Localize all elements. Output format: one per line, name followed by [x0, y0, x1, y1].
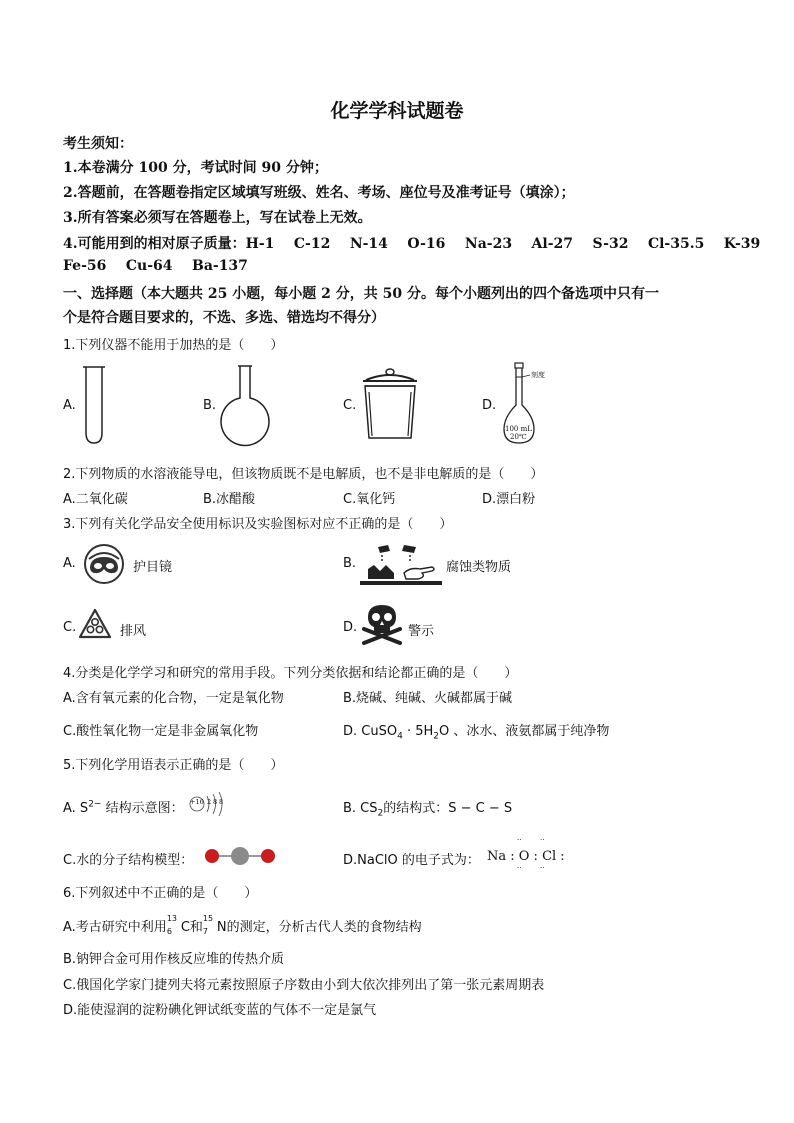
q5-option-a: A. $S^{2-}$ 结构示意图：	[63, 799, 184, 816]
notice-item-4: 4.可能用到的相对原子质量：H-1 C-12 N-14 O-16 Na-23 Al-27 S-32 Cl-35.5 K-39	[63, 236, 761, 252]
round-bottom-flask-icon	[218, 364, 274, 446]
q1-option-a-label: A.	[63, 398, 76, 413]
q6-option-b: B.钠钾合金可用作核反应堆的传热介质	[63, 952, 285, 967]
q4-option-a: A.含有氧元素的化合物，一定是氧化物	[63, 691, 284, 706]
q2-option-c: C.氧化钙	[343, 492, 396, 507]
q5-option-b: B. $CS_2$的结构式：S − C − S	[343, 801, 513, 819]
section-heading-line1: 一、选择题（本大题共 25 小题，每小题 2 分，共 50 分。每个小题列出的四个备选项中只有一	[63, 286, 659, 302]
q4-option-b: B.烧碱、纯碱、火碱都属于碱	[343, 691, 513, 706]
q1-option-c-label: C.	[343, 398, 357, 413]
q1-option-b-label: B.	[203, 398, 217, 413]
ventilation-icon	[78, 608, 112, 640]
q2-stem: 2.下列物质的水溶液能导电，但该物质既不是电解质，也不是非电解质的是（ ）	[63, 467, 544, 482]
q3-option-c-label: C.	[63, 620, 77, 635]
flask-volume-label: 100 mL	[505, 425, 532, 433]
shell-2: 8	[213, 798, 218, 806]
notice-item-2: 2.答题前，在答题卷指定区域填写班级、姓名、考场、座位号及准考证号（填涂）；	[63, 185, 575, 201]
notice-item-3: 3.所有答案必须写在答题卷上，写在试卷上无效。	[63, 210, 372, 226]
q2-option-b: B.冰醋酸	[203, 492, 256, 507]
o-bottom-dots: ··	[517, 864, 522, 872]
q3-option-a-label: A.	[63, 556, 76, 571]
volumetric-flask-icon	[500, 363, 560, 447]
o-top-dots: ··	[517, 836, 522, 844]
notice-heading: 考生须知：	[63, 136, 133, 152]
q3-option-a-caption: 护目镜	[133, 560, 173, 575]
notice-item-5: Fe-56 Cu-64 Ba-137	[63, 258, 248, 274]
cl-top-dots: ··	[540, 836, 545, 844]
q3-option-d-label: D.	[343, 620, 358, 635]
q4-option-d: D. CuSO$_4$ · $5H_2O$ 、冰水、液氨都属于纯净物	[343, 724, 610, 742]
q6-option-a: A.考古研究中利用 13 6 C和 15 7 N的测定，分析古代人类的食物结构	[63, 913, 422, 936]
skull-crossbones-icon	[360, 603, 404, 645]
q3-option-b-caption: 腐蚀类物质	[446, 560, 512, 575]
naclo-electron-formula: Na : O : Cl :	[487, 849, 565, 864]
shell-1: 2	[207, 798, 212, 806]
q3-option-b-label: B.	[343, 556, 357, 571]
water-molecule-model	[202, 846, 278, 866]
q4-stem: 4.分类是化学学习和研究的常用手段。下列分类依据和结论都正确的是（ ）	[63, 666, 518, 681]
q3-option-c-caption: 排风	[120, 624, 147, 639]
q2-option-a: A.二氧化碳	[63, 492, 128, 507]
q6-stem: 6.下列叙述中不正确的是（ ）	[63, 886, 258, 901]
page-title: 化学学科试题卷	[330, 100, 464, 122]
q1-stem: 1.下列仪器不能用于加热的是（ ）	[63, 338, 284, 353]
goggles-icon	[83, 543, 125, 585]
notice-item-1: 1.本卷满分 100 分，考试时间 90 分钟；	[63, 160, 328, 176]
nucleus-charge: +16	[190, 798, 204, 806]
crucible-with-lid-icon	[360, 368, 420, 444]
q5-stem: 5.下列化学用语表示正确的是（ ）	[63, 758, 284, 773]
q3-stem: 3.下列有关化学品安全使用标识及实验图标对应不正确的是（ ）	[63, 517, 453, 532]
q3-option-d-caption: 警示	[408, 624, 435, 639]
q6-option-d: D.能使湿润的淀粉碘化钾试纸变蓝的气体不一定是氯气	[63, 1003, 377, 1018]
q2-option-d: D.漂白粉	[482, 492, 536, 507]
shell-3: 8	[219, 798, 224, 806]
section-heading-line2: 个是符合题目要求的，不选、多选、错选均不得分）	[63, 310, 385, 326]
q1-option-d-label: D.	[482, 398, 497, 413]
q6-option-c: C.俄国化学家门捷列夫将元素按照原子序数由小到大依次排列出了第一张元素周期表	[63, 978, 545, 993]
q4-option-c: C.酸性氧化物一定是非金属氧化物	[63, 724, 259, 739]
flask-temp-label: 20℃	[510, 433, 527, 441]
q5-option-c: C.水的分子结构模型：	[63, 853, 194, 868]
q5-option-d: D.NaClO 的电子式为：	[343, 853, 480, 868]
cl-bottom-dots: ··	[540, 864, 545, 872]
test-tube-icon	[80, 365, 110, 445]
corrosive-icon	[360, 543, 442, 585]
flask-mark-label: 刻度	[531, 371, 545, 379]
